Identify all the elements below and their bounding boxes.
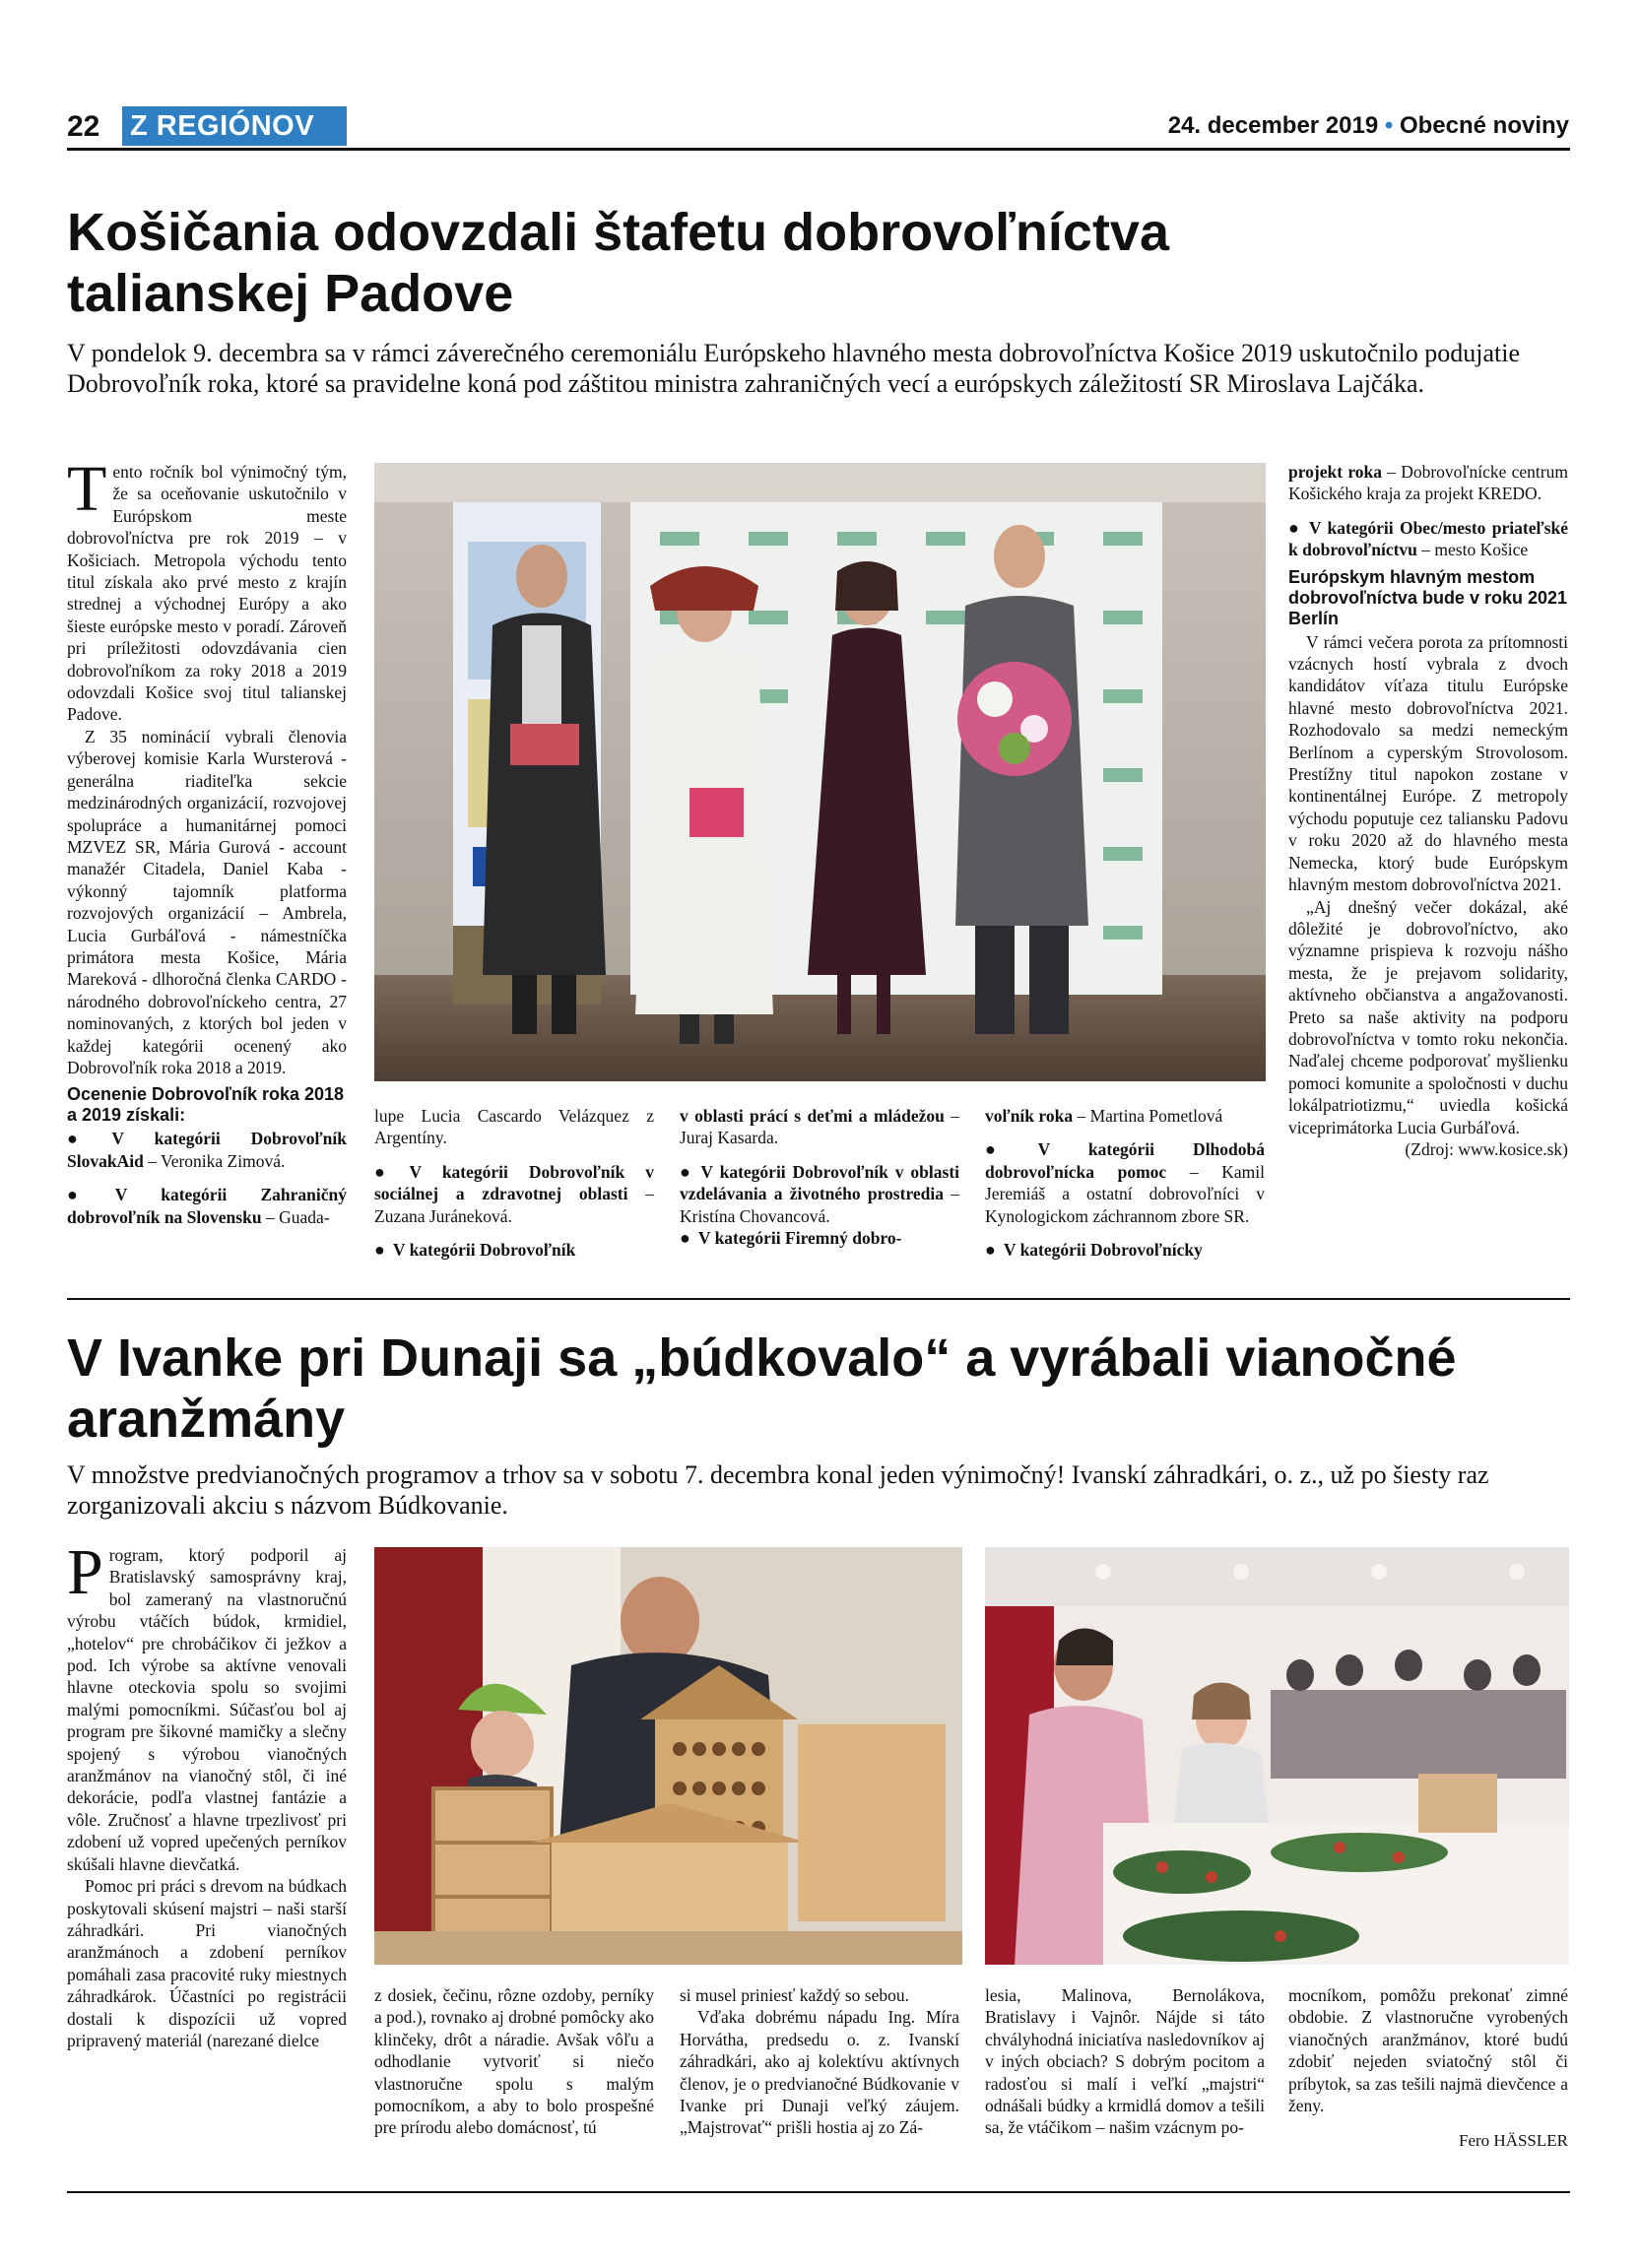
article1-paragraph: Z 35 nominácií vybrali členovia výberovej komisie Karla Wursterová - generálna riaditeľka sekcie medzinárodných organizácií, rozvojovej spolupráce a humanitárnej pomoci MZVEZ SR, Mária Gurová - account manažér Citadela, Daniel Kaba - výkonný tajomník platforma rozvojových organizácií – Ambrela, Lucia Gurbáľová - námestníčka primátora mesta Košice, Mária Mareková - dlhoročná členka CARDO - národného dobrovoľníckeho centra, 27 nominovaných, z ktorých bol jeden v každej kategórii ocenený ako Dobrovoľník roka 2018 a 2019.: [67, 726, 347, 1077]
article1-bullet: ● V kategórii Dobrovoľník v sociálnej a zdravotnej oblasti – Zuzana Juráneková.: [374, 1161, 654, 1227]
article1-bullet: ● V kategórii Dobrovoľník SlovakAid – Veronika Zimová.: [67, 1128, 347, 1172]
article2-paragraph: si musel priniesť každý so sebou.: [680, 1985, 910, 2005]
article2-headline-line2: aranžmány: [67, 1390, 346, 1449]
article1-paragraph: projekt roka – Dobrovoľnícke centrum Košického kraja za projekt KREDO.: [1288, 462, 1568, 504]
footer-rule: [67, 2191, 1570, 2193]
ceremony-photo: [374, 463, 1266, 1081]
article1-bullet: ● V kategórii Firemný dobro-: [680, 1227, 959, 1249]
header-dateline: [1168, 112, 1569, 140]
article2-lead: V množstve predvianočných programov a trhov sa v sobotu 7. decembra konal jeden výnimočný! Ivanskí záhradkári, o. z., už po šiesty raz zorganizovali akciu s názvom Búdkovanie.: [67, 1460, 1489, 1520]
article2-paragraph: Pomoc pri práci s drevom na búdkach poskytovali skúsení majstri – naši starší záhradkári. Pri vianočných aranžmánoch a zdobení perníkov pomáhali zasa pracovité ruky miestnych záhradkárok. Účastníci po registrácii dostali k dispozícii už vopred pripravený materiál (narezané dielce: [67, 1876, 347, 2050]
article1-bullet: ● V kategórii Dobrovoľnícky: [985, 1239, 1265, 1261]
article2-column-5: [1288, 1984, 1568, 2153]
article1-paragraph: voľník roka – Martina Pometlová: [985, 1106, 1223, 1126]
header-separator: •: [1384, 112, 1394, 139]
article2-paragraph: z dosiek, čečinu, rôzne ozdoby, perníky a pod.), rovnako aj drobné pomôcky ako klinčeky, drôt a náradie. Avšak vôľu a odhodlanie vytvoriť si niečo vlastnoručne spolu s malým pomocníkom, a aby to bolo prospešné pre prírodu alebo domácnosť, tú: [374, 1985, 654, 2138]
birdhouse-workshop-image: [374, 1547, 962, 1965]
issue-date: 24. december 2019: [1167, 112, 1379, 139]
article1-source: (Zdroj: www.kosice.sk): [1405, 1138, 1568, 1159]
article1-paragraph: V rámci večera porota za prítomnosti vzácnych hostí vybrala z dvoch kandidátov víťaza titulu Európske hlavné mesto dobrovoľníctva 2021. Rozhodovalo sa medzi nemeckým Berlínom a cyperským Strovolosom. Prestížny titul napokon zostane v kontinentálnej Európe. Z metropoly východu poputuje cez taliansku Padovu v roku 2020 až do hlavného mesta Nemecka, ktorý bude Európskym hlavným mestom dobrovoľníctva 2021.: [1288, 631, 1568, 895]
article1-bullet: ● V kategórii Dobrovoľník: [374, 1239, 654, 1261]
article1-winners-subhead: Ocenenie Dobrovoľník roka 2018 a 2019 získali:: [67, 1084, 345, 1126]
page-number: 22: [67, 110, 100, 143]
article2-author: Fero HÄSSLER: [1459, 2131, 1568, 2151]
header-rule: [67, 148, 1570, 151]
article1-column-3: [680, 1105, 959, 1249]
article1-dropcap: T: [67, 453, 107, 525]
article2-column-2: [374, 1984, 654, 2139]
article1-headline-line1: Košičania odovzdali štafetu dobrovoľníctva: [67, 203, 1169, 262]
article1-column-4: [985, 1105, 1265, 1261]
article1-headline-line2: talianskej Padove: [67, 264, 514, 323]
section-label: Z REGIÓNOV: [122, 106, 347, 146]
article2-headline-line1: V Ivanke pri Dunaji sa „búdkovalo“ a vyrábali vianočné: [67, 1328, 1457, 1388]
article2-column-3: [680, 1984, 959, 2139]
article2-paragraph: mocníkom, pomôžu prekonať zimné obdobie. Z vlastnoručne vyrobených vianočných aranžmánov, ktoré budú zdobiť nejeden sviatočný stôl či príbytok, sa zas tešili najmä dievčence a ženy.: [1288, 1985, 1568, 2116]
christmas-workshop-photo: [985, 1547, 1569, 1965]
article2-paragraph: lesia, Malinova, Bernolákova, Bratislavy i Vajnôr. Nájde si táto chvályhodná iniciatíva nasledovníkov aj v iných obciach? S dobrým pocitom a radosťou si malí i veľkí „majstri“ odnášali búdky a krmidlá domov a tešili sa, že vtáčikom – našim vzácnym po-: [985, 1985, 1265, 2138]
christmas-workshop-image: [985, 1547, 1569, 1965]
article-divider: [67, 1298, 1570, 1300]
ceremony-photo-image: [374, 463, 1266, 1081]
article1-bullet: ● V kategórii Zahraničný dobrovoľník na Slovensku – Guada-: [67, 1184, 347, 1228]
article2-column-1: [67, 1536, 347, 2051]
article1-column-1: [67, 453, 347, 1228]
article1-lead: V pondelok 9. decembra sa v rámci záverečného ceremoniálu Európskeho hlavného mesta dobrovoľníctva Košice 2019 uskutočnilo podujatie Dobrovoľník roka, ktoré sa pravidelne koná pod záštitou ministra zahraničných vecí a európskych záležitostí SR Miroslava Lajčáka.: [67, 339, 1521, 398]
article1-berlin-subhead: Európskym hlavným mestom dobrovoľníctva bude v roku 2021 Berlín: [1288, 566, 1568, 628]
article1-paragraph: ento ročník bol výnimočný tým, že sa oceňovanie uskutočnilo v Európskom meste dobrovoľníctva pre rok 2019 – v Košiciach. Metropola východu tento titul získala ako prvé mesto z krajín strednej a východnej Európy a ako šieste európske mesto v poradí. Zároveň pri príležitosti odovzdávania cien dobrovoľníkom za roky 2018 a 2019 odovzdali Košice svoj titul talianskej Padove.: [67, 462, 347, 725]
article1-bullet: ● V kategórii Obec/mesto priateľské k dobrovoľníctvu – mesto Košice: [1288, 517, 1568, 561]
article2-paragraph: rogram, ktorý podporil aj Bratislavský samosprávny kraj, bol zameraný na vlastnoručnú výrobu vtáčích búdok, krmidiel, „hotelov“ pre chrobáčikov či ježkov a pod. Ich výrobe sa aktívne venovali hlavne oteckovia spolu so svojimi malými pomocníkmi. Súčasťou bol aj program pre šikovné mamičky a slečny spojený s výrobou vianočných aranžmánov na vianočný stôl, či iné dekorácie, podľa vlastnej fantázie a vôle. Zručnosť a hlavne trpezlivosť pri zdobení už vopred upečených perníkov skúšali hlavne dievčatká.: [67, 1545, 347, 1874]
article1-headline: [67, 202, 1564, 324]
publication-name: Obecné noviny: [1399, 112, 1569, 139]
article1-bullet: ● V kategórii Dlhodobá dobrovoľnícka pomoc – Kamil Jeremiáš a ostatní dobrovoľníci v Kynologickom záchrannom zbore SR.: [985, 1138, 1265, 1227]
article2-column-4: [985, 1984, 1265, 2139]
article1-column-5: [1288, 461, 1568, 1160]
article2-paragraph: Vďaka dobrému nápadu Ing. Míra Horvátha, predsedu o. z. Ivanskí záhradkári, ako aj kolektívu aktívnych členov, je o predvianočné Búdkovanie v Ivanke pri Dunaji veľký záujem. „Majstrovať“ prišli hostia aj zo Zá-: [680, 2007, 959, 2138]
article1-paragraph: „Aj dnešný večer dokázal, aké dôležité je dobrovoľníctvo, ako významne prispieva k rozvoju nášho mesta, že je prejavom solidarity, aktívneho občianstva a angažovanosti. Preto sa naše aktivity na podporu dobrovoľníctva v tomto roku nekončia. Naďalej chceme podporovať myšlienku pomoci komunite a spoločnosti v duchu lokálpatriotizmu,“ uviedla košická viceprimátorka Lucia Gurbáľová.: [1288, 896, 1568, 1137]
article2-headline: [67, 1328, 1569, 1450]
article1-column-2: [374, 1105, 654, 1261]
birdhouse-workshop-photo: [374, 1547, 962, 1965]
article1-bullet: ● V kategórii Dobrovoľník v oblasti vzdelávania a životného prostredia – Kristína Chovancová.: [680, 1161, 959, 1227]
article2-dropcap: P: [67, 1536, 103, 1608]
article1-paragraph: lupe Lucia Cascardo Velázquez z Argentíny.: [374, 1106, 654, 1148]
article1-paragraph: v oblasti prácí s deťmi a mládežou – Juraj Kasarda.: [680, 1106, 960, 1148]
